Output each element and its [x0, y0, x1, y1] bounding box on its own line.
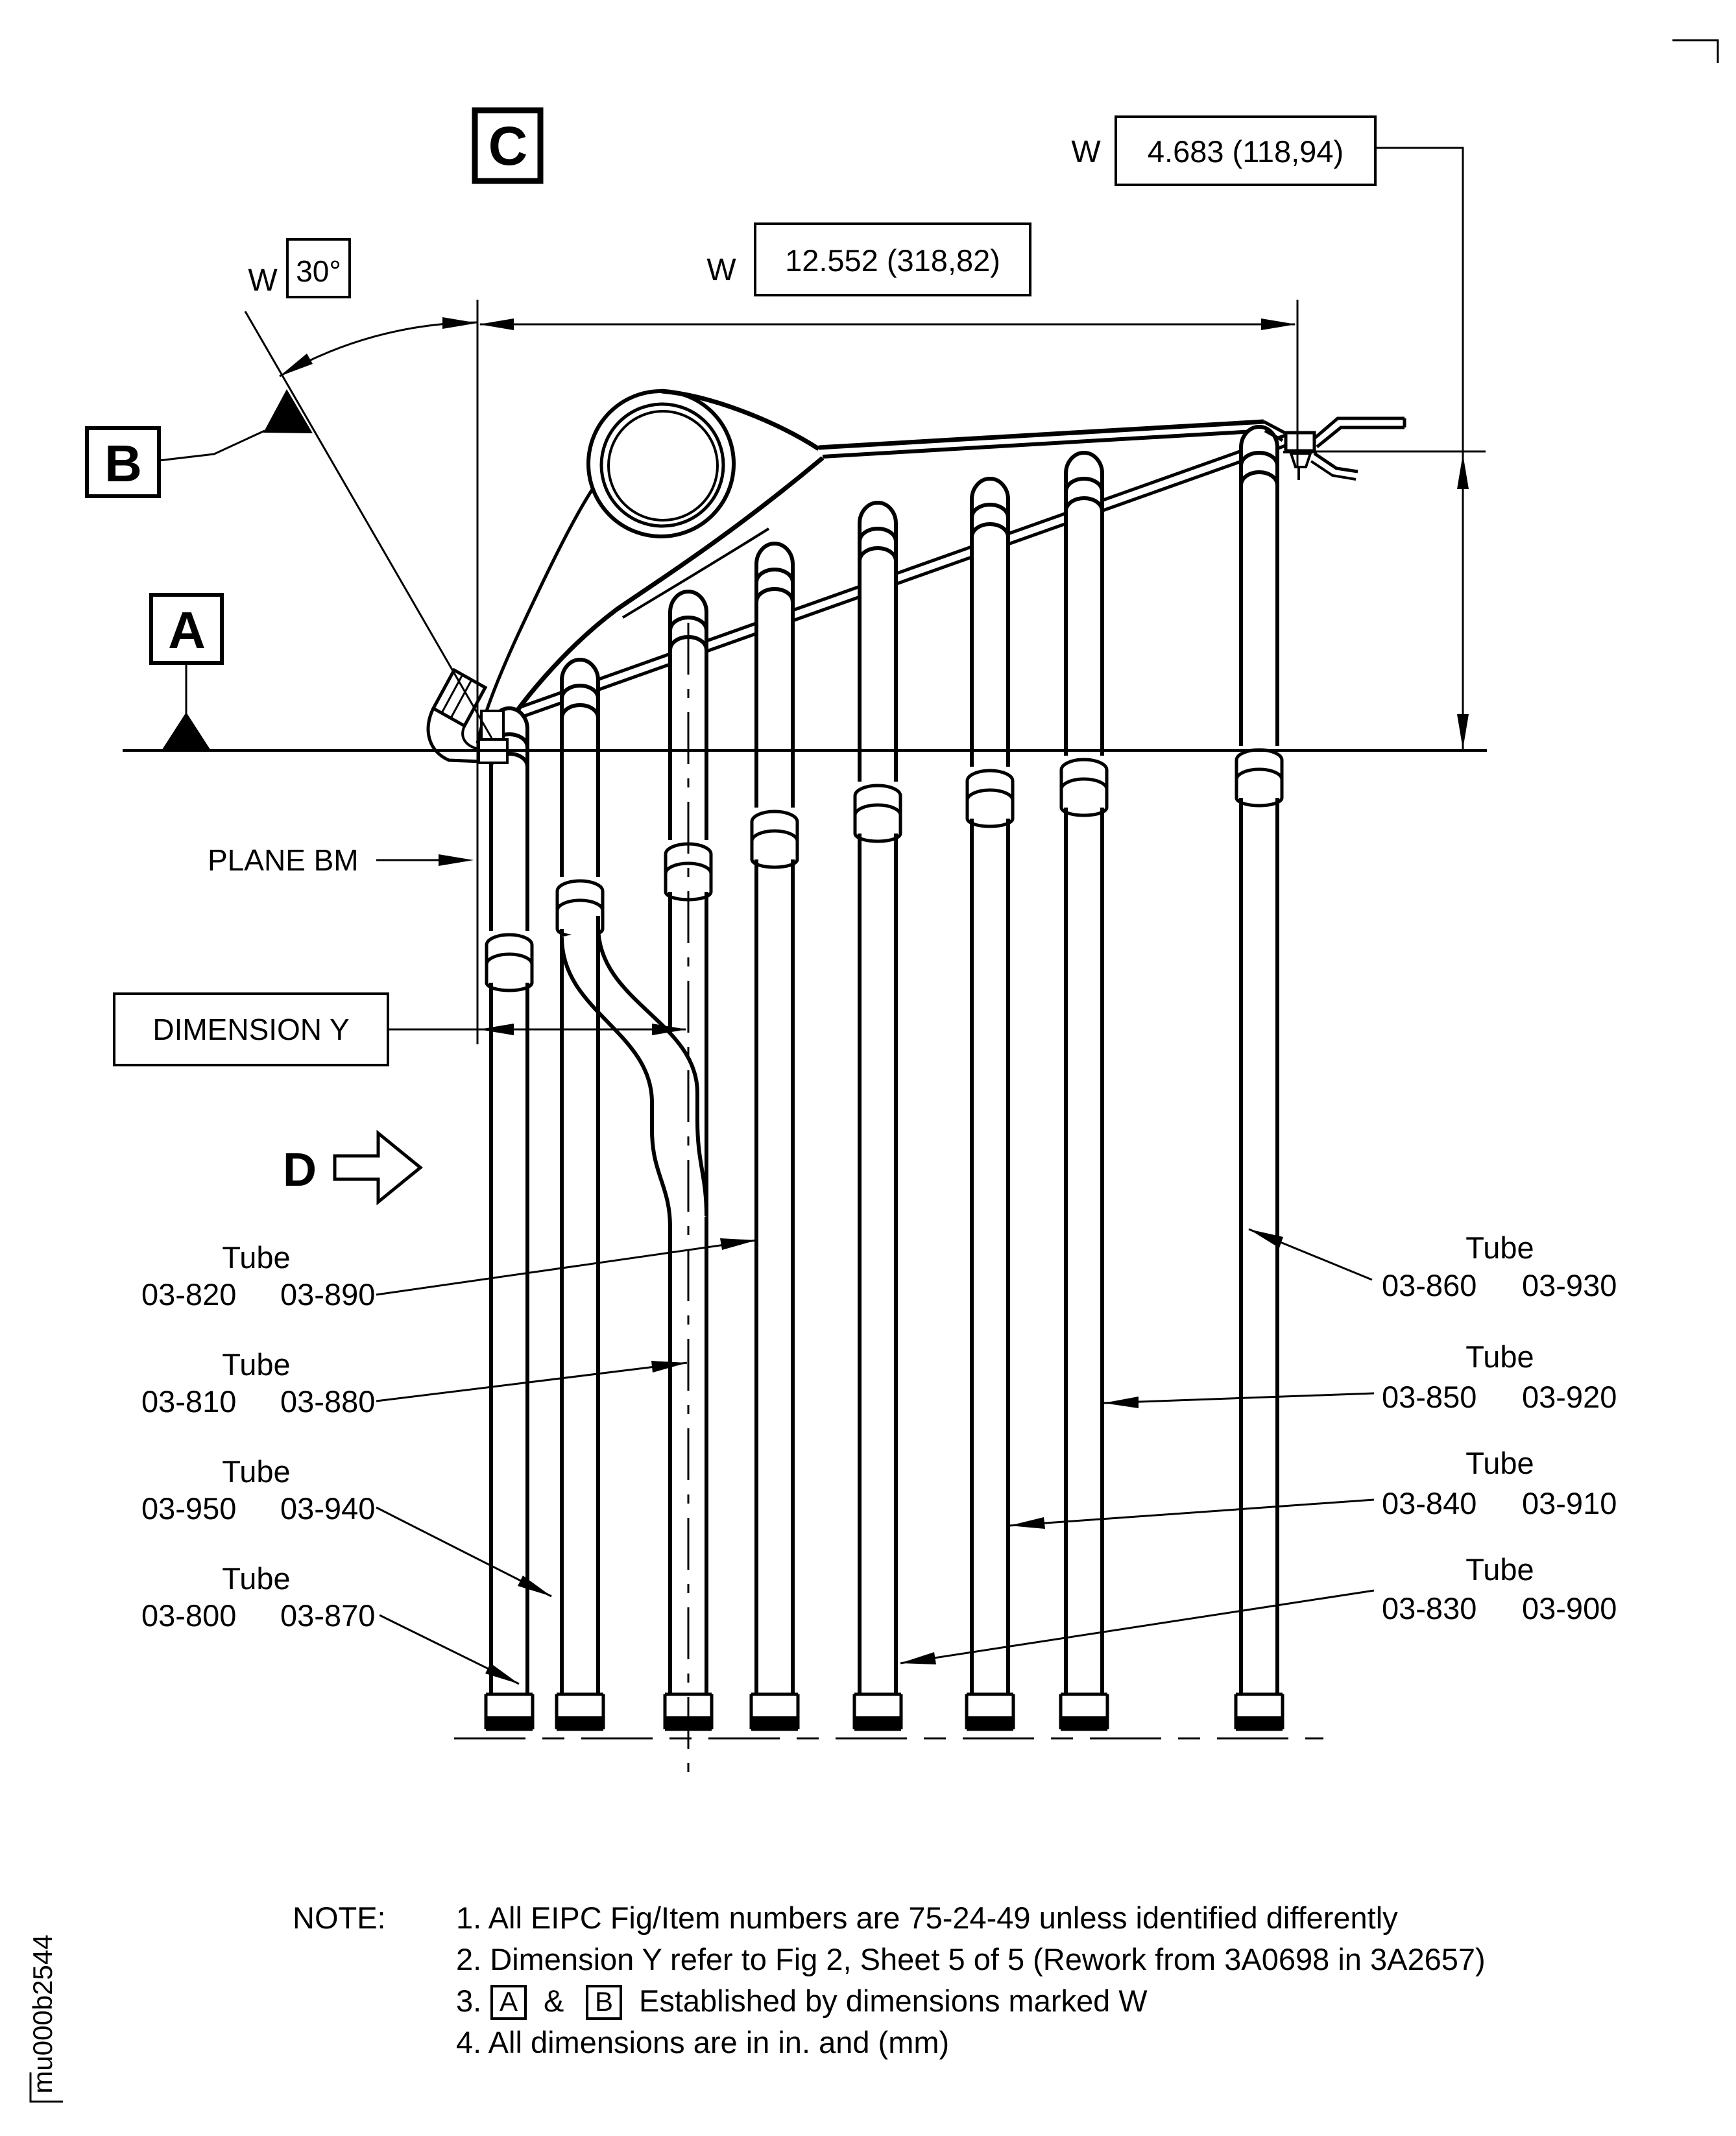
view-d-arrow — [283, 1133, 420, 1202]
tube-label-right-2 — [1103, 1339, 1617, 1414]
svg-text:03-820: 03-820 — [141, 1277, 237, 1312]
note-datum-a: A — [499, 1986, 518, 2017]
note-line-2: 2. Dimension Y refer to Fig 2, Sheet 5 of 5 (Rework from 3A0698 in 3A2657) — [456, 1942, 1486, 1976]
svg-text:Tube: Tube — [1465, 1446, 1534, 1480]
tube-4 — [751, 544, 798, 1729]
note-line-4: 4. All dimensions are in in. and (mm) — [456, 2025, 950, 2059]
svg-text:03-880: 03-880 — [280, 1384, 376, 1419]
svg-text:Tube: Tube — [1465, 1230, 1534, 1265]
svg-text:03-810: 03-810 — [141, 1384, 237, 1419]
svg-text:Tube: Tube — [222, 1347, 291, 1382]
svg-text:03-840: 03-840 — [1382, 1486, 1477, 1520]
w-prefix-angle: W — [248, 263, 278, 298]
width-dimension — [479, 224, 1296, 330]
svg-text:03-800: 03-800 — [141, 1598, 237, 1633]
doc-id-block — [27, 1934, 63, 2102]
svg-text:Tube: Tube — [222, 1240, 291, 1275]
w-prefix-width: W — [706, 253, 736, 287]
svg-text:Tube: Tube — [222, 1454, 291, 1489]
end-bracket — [1264, 418, 1404, 480]
width-value: 12.552 (318,82) — [785, 243, 1000, 278]
tube-label-left-2 — [141, 1347, 687, 1419]
svg-text:03-950: 03-950 — [141, 1491, 237, 1526]
svg-text:03-900: 03-900 — [1522, 1591, 1617, 1626]
svg-text:Tube: Tube — [1465, 1552, 1534, 1587]
page-corner-mark — [1672, 40, 1718, 63]
note-block — [293, 1901, 1486, 2059]
svg-text:03-920: 03-920 — [1522, 1380, 1617, 1414]
note-heading: NOTE: — [293, 1901, 386, 1935]
w-prefix-height: W — [1071, 135, 1101, 169]
svg-text:03-850: 03-850 — [1382, 1380, 1477, 1414]
tube-8 — [1236, 427, 1283, 1729]
note-datum-b: B — [594, 1986, 614, 2017]
dimension-y-label: DIMENSION Y — [152, 1013, 350, 1046]
z-tab-upper — [1315, 418, 1404, 447]
angle-dimension — [248, 239, 477, 376]
angle-value: 30° — [296, 254, 341, 288]
svg-text:03-830: 03-830 — [1382, 1591, 1477, 1626]
svg-text:03-860: 03-860 — [1382, 1268, 1477, 1302]
tube-6 — [967, 479, 1013, 1729]
doc-id: mu000b2544 — [27, 1934, 58, 2094]
datum-b-triangle — [263, 389, 313, 433]
svg-text:Tube: Tube — [222, 1561, 291, 1596]
tube-label-left-1 — [141, 1238, 756, 1312]
tube-label-right-1 — [1249, 1229, 1617, 1302]
datum-c-letter: C — [488, 115, 528, 176]
block-arrow — [335, 1133, 420, 1202]
note-line-3-number: 3. — [456, 1984, 482, 2018]
svg-text:03-940: 03-940 — [280, 1491, 376, 1526]
note-line-3-text: Established by dimensions marked W — [639, 1984, 1148, 2018]
height-value: 4.683 (118,94) — [1147, 134, 1344, 169]
svg-text:03-870: 03-870 — [280, 1598, 376, 1633]
plane-bm-label — [208, 843, 474, 877]
datum-a-letter: A — [168, 601, 206, 659]
bolt-head — [1286, 433, 1314, 451]
tube-7 — [1061, 453, 1107, 1729]
svg-text:PLANE BM: PLANE BM — [208, 843, 359, 877]
datum-a-triangle — [162, 712, 211, 750]
datum-b-letter: B — [104, 435, 142, 492]
tube-5 — [854, 503, 901, 1729]
view-d-letter: D — [283, 1144, 317, 1196]
datum-c-flag — [475, 110, 540, 181]
tube-label-left-4 — [141, 1561, 519, 1684]
tube-2 — [557, 660, 603, 1729]
bolt-nut — [1291, 453, 1310, 467]
datum-b-flag — [87, 389, 313, 496]
svg-text:03-910: 03-910 — [1522, 1486, 1617, 1520]
svg-text:Tube: Tube — [1465, 1339, 1534, 1374]
svg-text:03-890: 03-890 — [280, 1277, 376, 1312]
note-ampersand: & — [544, 1984, 564, 2018]
datum-a-flag — [151, 595, 222, 750]
note-line-1: 1. All EIPC Fig/Item numbers are 75-24-49 unless identified differently — [456, 1901, 1398, 1935]
svg-text:03-930: 03-930 — [1522, 1268, 1617, 1302]
tube-1 — [486, 708, 533, 1729]
